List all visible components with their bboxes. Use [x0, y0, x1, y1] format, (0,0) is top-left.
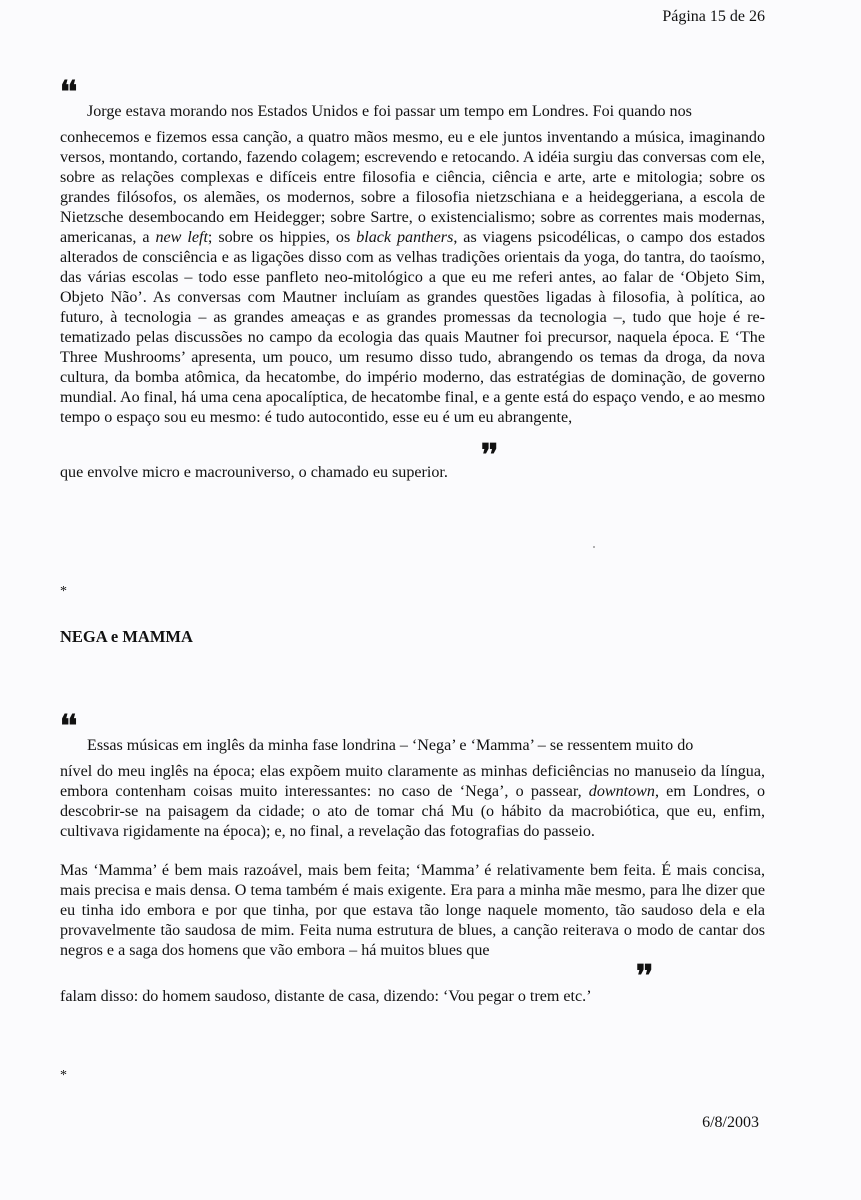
quote-1-italic-a: new left [155, 229, 208, 246]
quote-2-italic-a: downtown [588, 783, 655, 800]
section-separator: * [60, 1068, 67, 1083]
close-quote-mark: ❜❜ [636, 959, 652, 994]
quote-1-body-c: , as viagens psicodélicas, o campo dos estados alterados de consciência e as ligações disso com as velhas tradições orientais da yoga, do tantra, do taoísmo, das várias escolas – todo esse panfleto neo-mitológico a que eu me referi antes, ao falar de ‘Objeto Sim, Objeto Não’. As conversas com Mautner incluíam as grandes questões ligadas à filosofia, à política, ao futuro, à tecnologia – as grandes ameaças e as grandes promessas da tecnologia –, tudo que hoje é re-tematizado pelas discussões no campo da ecologia das quais Mautner foi precursor, naquela época. E ‘The Three Mushrooms’ apresenta, um pouco, um resumo disso tudo, abrangendo os temas da droga, da nova cultura, da bomba atômica, da hecatombe, do império moderno, das estratégias de dominação, de governo mundial. Ao final, há uma cena apocalíptica, de hecatombe final, e a gente está do espaço vendo, e ao mesmo tempo o espaço sou eu mesmo: é tudo autocontido, esse eu é um eu abrangente, [60, 229, 765, 426]
close-quote-mark: ❜❜ [481, 438, 497, 473]
footer-date: 6/8/2003 [702, 1114, 759, 1131]
quote-1-closing-line: que envolve micro e macrouniverso, o chamado eu superior. [60, 464, 448, 481]
quote-1-italic-b: black panthers [356, 229, 454, 246]
quote-2-closing-line: falam disso: do homem saudoso, distante de casa, dizendo: ‘Vou pegar o trem etc.’ [60, 988, 592, 1005]
quote-paragraph-2 [60, 736, 765, 842]
quote-2-body-a: nível do meu inglês na época; elas expõem muito claramente as minhas deficiências no manuseio da língua, embora contenham coisas muito interessantes: no caso de ‘Nega’, o passear, [60, 763, 765, 800]
page-number: Página 15 de 26 [662, 8, 765, 25]
quote-1-body-a: conhecemos e fizemos essa canção, a quatro mãos mesmo, eu e ele juntos inventando a música, imaginando versos, montando, cortando, fazendo colagem; escrevendo e retocando. A idéia surgiu das conversas com ele, sobre as relações complexas e difíceis entre filosofia e ciência, ciência e arte, arte e mitologia; sobre os grandes filósofos, os alemães, os modernos, sobre a filosofia nietzschiana e a heideggeriana, a escola de Nietzsche desembocando em Heidegger; sobre Sartre, o existencialismo; sobre as correntes mais modernas, americanas, a [60, 129, 765, 246]
open-quote-mark: ❛❛ [60, 75, 76, 110]
scan-speck [593, 546, 595, 548]
quote-paragraph-1 [60, 102, 765, 428]
quote-paragraph-3: Mas ‘Mamma’ é bem mais razoável, mais bem feita; ‘Mamma’ é relativamente bem feita. É mais concisa, mais precisa e mais densa. O tema também é mais exigente. Era para a minha mãe mesmo, para lhe dizer que eu tinha ido embora e por que tinha, por que estava tão longe naquele momento, tão saudoso dela e ela provavelmente tão saudosa de mim. Feita numa estrutura de blues, a canção reiterava o modo de cantar dos negros e a saga dos homens que vão embora – há muitos blues que [60, 862, 765, 959]
section-separator: * [60, 584, 67, 599]
quote-2-body-b: , em Londres, o descobrir-se na paisagem da cidade; o ato de tomar chá Mu (o hábito da macrobiótica, que eu, enfim, cultivava rigidamente na época); e, no final, a revelação das fotografias do passeio. [60, 783, 765, 840]
quote-1-body-b: ; sobre os hippies, os [207, 229, 357, 246]
open-quote-mark: ❛❛ [60, 709, 76, 744]
section-title: NEGA e MAMMA [60, 627, 193, 646]
quote-2-first-line: Essas músicas em inglês da minha fase londrina – ‘Nega’ e ‘Mamma’ – se ressentem muito do [87, 737, 694, 754]
quote-1-first-line: Jorge estava morando nos Estados Unidos e foi passar um tempo em Londres. Foi quando nos [87, 103, 692, 120]
